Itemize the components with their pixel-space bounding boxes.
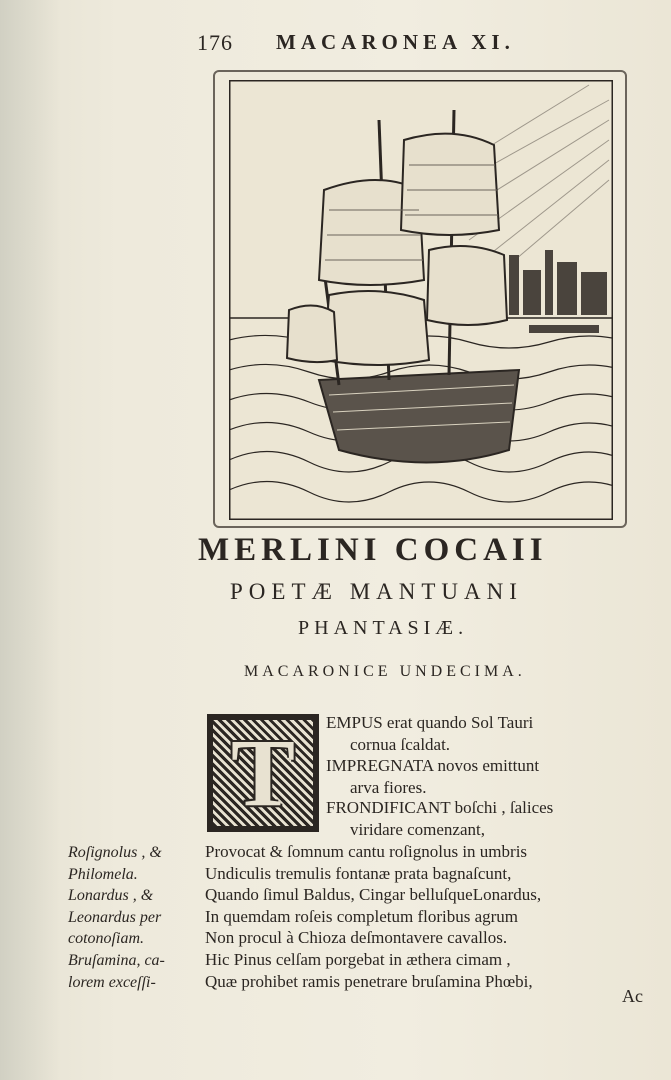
verse-line: Hic Pinus celſam porgebat in æthera cimam ,	[205, 950, 511, 969]
marginal-note: cotonoſiam.	[68, 930, 144, 947]
ship-woodcut-icon	[229, 80, 613, 520]
page-number: 176	[197, 30, 233, 55]
title-work: PHANTASIÆ.	[298, 617, 469, 639]
decorated-initial	[207, 714, 319, 832]
running-title: MACARONEA XI.	[276, 30, 515, 54]
title-author: MERLINI COCAII	[198, 532, 548, 568]
marginal-note: Leonardus per	[68, 909, 162, 926]
verse-line: IMPREGNATA novos emittunt	[326, 756, 540, 775]
page-gutter-shade	[0, 0, 60, 1080]
decorated-initial-frame	[213, 720, 313, 826]
initial-letter: T	[230, 719, 296, 826]
ship-woodcut-illustration	[213, 70, 627, 528]
title-poet: POETÆ MANTUANI	[230, 579, 523, 604]
marginal-note: Philomela.	[68, 866, 138, 883]
verse-line: EMPUS erat quando Sol Tauri	[326, 713, 534, 732]
running-header	[0, 28, 671, 58]
marginal-note: Lonardus , &	[68, 887, 154, 904]
verse-line: In quemdam roſeis completum floribus agrum	[205, 907, 519, 926]
verse-line: Undiculis tremulis fontanæ prata bagnaſcunt,	[205, 864, 512, 883]
verse-line: Quando ſimul Baldus, Cingar belluſqueLonardus,	[205, 885, 542, 904]
verse-line: Provocat & ſomnum cantu roſignolus in umbris	[205, 842, 528, 861]
verse-line: arva fiores.	[350, 778, 427, 797]
verse-line: viridare comenzant,	[350, 820, 485, 839]
section-heading: MACARONICE UNDECIMA.	[244, 663, 526, 680]
verse-line: Quæ prohibet ramis penetrare bruſamina Phœbi,	[205, 972, 533, 991]
marginal-note: Bruſamina, ca-	[68, 952, 165, 969]
verse-line: Non procul à Chioza deſmontavere cavallos.	[205, 928, 508, 947]
marginal-note: Roſignolus , &	[68, 844, 162, 861]
verse-line: cornua ſcaldat.	[350, 735, 451, 754]
marginal-note: lorem exceſſi-	[68, 974, 156, 991]
catchword: Ac	[622, 986, 643, 1006]
verse-line: FRONDIFICANT boſchi , ſalices	[326, 798, 554, 817]
